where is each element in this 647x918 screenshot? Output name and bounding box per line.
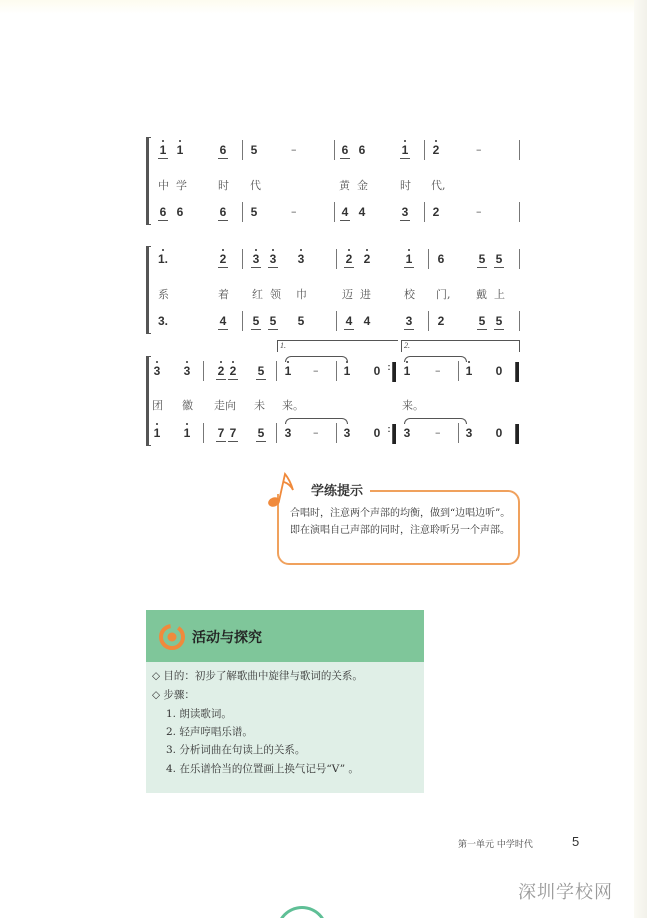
note: 3 [405, 314, 413, 328]
tie [404, 418, 467, 424]
barline [428, 249, 429, 269]
note: 5 [495, 314, 503, 328]
note: 6 [159, 205, 167, 219]
volta-1-label: 1. [280, 341, 286, 350]
note: 1 [401, 143, 409, 157]
note: 3 [297, 252, 305, 266]
note: 5 [250, 143, 258, 157]
volta-2-label: 2. [404, 341, 410, 350]
note: 4 [358, 205, 366, 219]
barline [424, 140, 425, 160]
note: 0 [373, 364, 381, 378]
lower-voice-row [146, 424, 526, 444]
note: 6 [358, 143, 366, 157]
note: 4 [341, 205, 349, 219]
lyric-word: 团 [152, 399, 163, 412]
note: 1 [403, 364, 411, 378]
note: 6 [341, 143, 349, 157]
lyric-word: 上 [494, 288, 505, 301]
hold-dash: – [435, 364, 441, 377]
lyric-word: 时 [400, 179, 411, 192]
lyric-word: 红 [252, 288, 263, 301]
score-system-3 [146, 340, 526, 450]
note: 3 [403, 426, 411, 440]
barline [458, 361, 459, 381]
note: 7 [229, 426, 237, 440]
note: 1 [183, 426, 191, 440]
note: 1. [158, 252, 169, 266]
activity-step: 2. 轻声哼唱乐谱。 [166, 726, 253, 738]
lyric-word: 领 [270, 288, 281, 301]
note: 0 [495, 364, 503, 378]
barline [242, 311, 243, 331]
note: 5 [495, 252, 503, 266]
barline [276, 361, 277, 381]
final-barline [515, 424, 519, 444]
lyric-word: 戴 [476, 288, 487, 301]
note: 4 [363, 314, 371, 328]
lyric-word: 进 [360, 288, 371, 301]
barline [519, 202, 520, 222]
tie [404, 356, 467, 362]
bottom-decorative-arc [276, 906, 328, 918]
barline [458, 423, 459, 443]
note: 1 [176, 143, 184, 157]
music-note-icon [266, 470, 296, 510]
lyric-word: 代 [250, 179, 261, 192]
note: 6 [219, 143, 227, 157]
barline [203, 361, 204, 381]
hold-dash: – [435, 426, 441, 439]
activity-box [146, 610, 424, 793]
barline [519, 311, 520, 331]
lyric-word: 系 [158, 288, 169, 301]
activity-steps-label: ◇ 步骤： [152, 689, 195, 701]
barline [519, 140, 520, 160]
upper-voice-row [146, 250, 526, 270]
note: 3. [158, 314, 169, 328]
note: 3 [284, 426, 292, 440]
watermark: 深圳学校网 [518, 882, 613, 903]
barline [203, 423, 204, 443]
lyric-word: 未 [254, 399, 265, 412]
note: 3 [343, 426, 351, 440]
page-edge-right [634, 0, 647, 918]
barline [424, 202, 425, 222]
barline [428, 311, 429, 331]
hold-dash: – [476, 205, 482, 218]
note: 1 [405, 252, 413, 266]
note: 1 [284, 364, 292, 378]
repeat-dots: : [387, 424, 391, 434]
lower-voice-row [146, 203, 526, 223]
lyric-word: 巾 [296, 288, 307, 301]
note: 2 [217, 364, 225, 378]
note: 6 [176, 205, 184, 219]
note: 2 [219, 252, 227, 266]
barline [336, 423, 337, 443]
note: 3 [401, 205, 409, 219]
footer-unit-title: 第一单元 中学时代 [458, 840, 533, 850]
note: 1 [153, 426, 161, 440]
activity-step: 3. 分析词曲在句读上的关系。 [166, 744, 306, 756]
activity-step: 1. 朗读歌词。 [166, 708, 232, 720]
upper-voice-row [146, 362, 526, 382]
lyric-word: 校 [404, 288, 415, 301]
page-edge-top [0, 0, 647, 14]
note: 2 [432, 143, 440, 157]
note: 1 [465, 364, 473, 378]
lower-voice-row [146, 312, 526, 332]
volta-second-ending [401, 340, 520, 352]
note: 5 [478, 314, 486, 328]
activity-purpose: ◇ 目的：初步了解歌曲中旋律与歌词的关系。 [152, 670, 363, 682]
lyric-word: 走向 [214, 399, 236, 412]
lyric-word: 徽 [182, 399, 193, 412]
note: 2 [229, 364, 237, 378]
lyric-word: 学 [176, 179, 187, 192]
repeat-dots: : [387, 362, 391, 372]
target-icon [158, 623, 186, 651]
barline [334, 140, 335, 160]
lyric-word: 黄 [339, 179, 350, 192]
activity-header [146, 610, 424, 662]
note: 4 [345, 314, 353, 328]
barline [242, 202, 243, 222]
lyric-word: 金 [357, 179, 368, 192]
hold-dash: – [291, 143, 297, 156]
note: 7 [217, 426, 225, 440]
barline [334, 202, 335, 222]
lyric-word: 门, [436, 288, 451, 301]
lyric-word: 中 [158, 179, 169, 192]
note: 2 [345, 252, 353, 266]
note: 0 [495, 426, 503, 440]
note: 0 [373, 426, 381, 440]
note: 5 [257, 426, 265, 440]
hold-dash: – [291, 205, 297, 218]
note: 2 [363, 252, 371, 266]
lyric-word: 来。 [282, 399, 304, 412]
lyrics-row [146, 284, 526, 304]
score-system-1 [146, 137, 526, 227]
note: 6 [219, 205, 227, 219]
note: 3 [153, 364, 161, 378]
note: 3 [183, 364, 191, 378]
hold-dash: – [476, 143, 482, 156]
upper-voice-row [146, 141, 526, 161]
note: 5 [478, 252, 486, 266]
note: 5 [252, 314, 260, 328]
note: 3 [252, 252, 260, 266]
barline [336, 361, 337, 381]
final-barline [515, 362, 519, 382]
score-system-2 [146, 246, 526, 336]
lyric-word: 着 [218, 288, 229, 301]
barline [242, 140, 243, 160]
lyrics-row [146, 395, 526, 415]
note: 4 [219, 314, 227, 328]
volta-first-ending [277, 340, 398, 352]
barline [519, 249, 520, 269]
lyric-word: 迈 [342, 288, 353, 301]
note: 3 [465, 426, 473, 440]
tie [285, 356, 348, 362]
note: 2 [432, 205, 440, 219]
tip-text: 合唱时，注意两个声部的均衡，做到“边唱边听”。即在演唱自己声部的同时，注意聆听另一个声部。 [290, 508, 511, 536]
activity-step: 4. 在乐谱恰当的位置画上换气记号“V” 。 [166, 763, 359, 775]
note: 5 [297, 314, 305, 328]
hold-dash: – [313, 364, 319, 377]
barline [276, 423, 277, 443]
note: 5 [269, 314, 277, 328]
tie [285, 418, 348, 424]
note: 1 [159, 143, 167, 157]
note: 6 [437, 252, 445, 266]
page-number: 5 [572, 834, 580, 849]
lyric-word: 来。 [402, 399, 424, 412]
note: 2 [437, 314, 445, 328]
activity-title: 活动与探究 [192, 630, 262, 646]
tip-title: 学练提示 [311, 484, 364, 499]
lyric-word: 时 [218, 179, 229, 192]
lyric-word: 代, [431, 179, 446, 192]
barline [242, 249, 243, 269]
barline [336, 249, 337, 269]
barline [336, 311, 337, 331]
note: 1 [343, 364, 351, 378]
note: 5 [250, 205, 258, 219]
lyrics-row [146, 175, 526, 195]
note: 3 [269, 252, 277, 266]
note: 5 [257, 364, 265, 378]
hold-dash: – [313, 426, 319, 439]
